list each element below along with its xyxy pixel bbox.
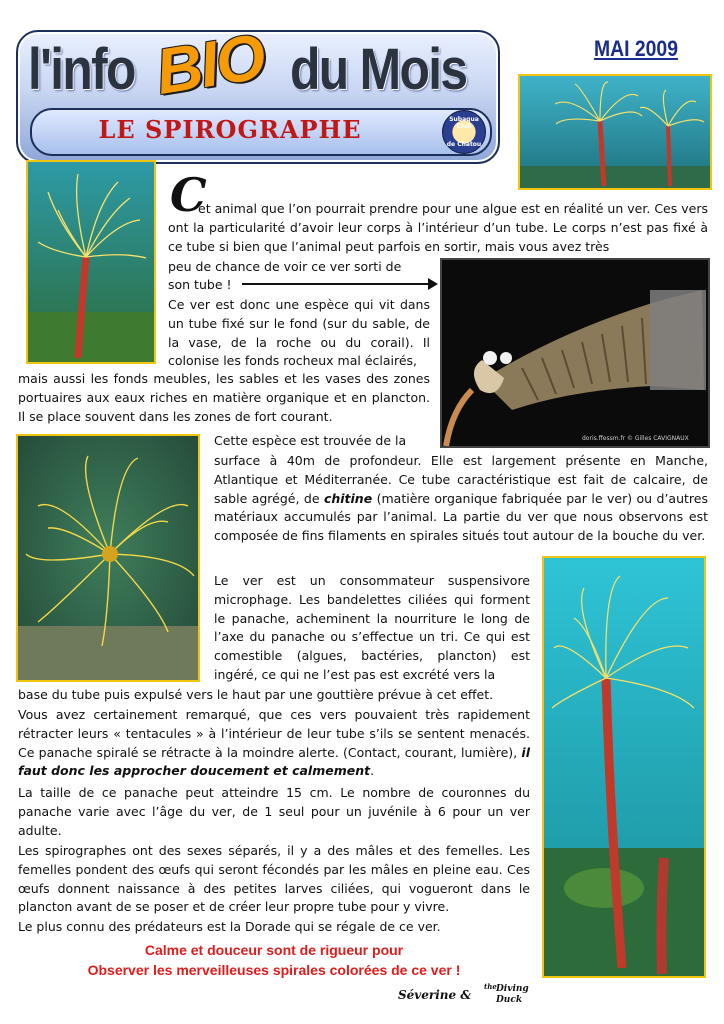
spirograph-tall-photo bbox=[542, 556, 706, 978]
signature-name: Séverine & bbox=[398, 988, 472, 1002]
retraction-emphasis: il faut donc les approcher doucement et calmement bbox=[18, 744, 530, 779]
depth-paragraph-start: Cette espèce est trouvée de la bbox=[214, 433, 407, 448]
pointer-arrow-icon bbox=[428, 278, 438, 290]
depth-text-end: (matière organique fabriquée par le ver) ou d’autres matériaux accumulés par l’animal. La partie du ver que nous observons est composée de fins filaments en spirales situés tout autour de la bouche du ver. bbox=[214, 490, 708, 544]
pointer-arrow-line bbox=[242, 283, 432, 285]
closing-line-1: Calme et douceur sont de rigueur pour bbox=[144, 942, 404, 958]
retraction-end: . bbox=[370, 763, 375, 779]
reproduction-paragraph: Les spirographes ont des sexes séparés, il y a des mâles et des femelles. Les femelles pondent des œufs qui seront fécondés par les mâles en pleine eau. Ces œufs donnent naissance à des petites larves ciliées, qui vogueront dans le plancton avant de se poser et de créer leur propre tube pour y vivre. bbox=[18, 843, 530, 915]
article-subtitle: LE SPIROGRAPHE bbox=[98, 115, 362, 144]
club-logo-text-bottom: de Chatou bbox=[446, 141, 482, 148]
spirograph-closeup-photo bbox=[440, 258, 710, 448]
habitat-paragraph-full: mais aussi les fonds meubles, les sables et les vases des zones portuaires aux eaux riches en matière organique et en plancton. Il se place souvent dans les zones de fort courant. bbox=[18, 371, 430, 424]
retraction-text: Vous avez certainement remarqué, que ces vers pouvaient très rapidement rétracter leurs « tentacules » à l’intérieur de leur tube s’ils se sentent menacés. Ce panache spiralé se rétracte à la moindre alerte. (Contact, courant, lumière), bbox=[18, 707, 530, 760]
diving-duck-brand-bottom: Duck bbox=[496, 995, 523, 1005]
feeding-paragraph: Le ver est un consommateur suspensivore microphage. Les bandelettes ciliées qui forment le panache, acheminent la nourriture le long de l’axe du panache ou s’effectue un tri. Ce qui est comestible (algues, bactéries, plancton) est ingéré, ce qui ne l’est pas est excrété vers la bbox=[214, 573, 530, 682]
intro-text: et animal que l’on pourrait prendre pour une algue est en réalité un ver. Ces vers ont la particularité d’avoir leur corps à l’intérieur d’un tube. Le corps n’est pas fixé à ce tube si bien que l’animal peut parfois en sortir, mais vous avez très bbox=[168, 201, 708, 254]
size-paragraph: La taille de ce panache peut atteindre 15 cm. Le nombre de couronnes du panache varie avec l’âge du ver, de 1 seul pour un juvénile à 6 pour un ver adulte. bbox=[18, 785, 530, 838]
closing-line-2: Observer les merveilleuses spirales colorées de ce ver ! bbox=[87, 962, 461, 978]
diving-duck-brand-top: the bbox=[484, 982, 497, 991]
drop-cap: C bbox=[170, 168, 207, 222]
chitine-term: chitine bbox=[323, 490, 373, 506]
depth-text: surface à 40m de profondeur. Elle est largement présente en Manche, Atlantique et Méditerranée. Ce tube caractéristique est fait de calcaire, de sable agrégé, de bbox=[214, 453, 708, 506]
intro-line-2: peu de chance de voir ce ver sorti de bbox=[168, 259, 402, 274]
title-bio: BIO bbox=[151, 20, 269, 108]
title-left: l'info bbox=[28, 37, 135, 102]
spirograph-photo bbox=[26, 160, 156, 364]
intro-paragraph bbox=[168, 200, 708, 256]
spirograph-pair-photo bbox=[518, 74, 712, 190]
feeding-paragraph-full: base du tube puis expulsé vers le haut par une gouttière prévue à cet effet. bbox=[18, 687, 494, 702]
club-logo-text-top: Subaqua Club bbox=[449, 116, 479, 130]
signature bbox=[398, 984, 538, 1006]
predator-paragraph: Le plus connu des prédateurs est la Dorade qui se régale de ce ver. bbox=[18, 919, 441, 934]
issue-date: MAI 2009 bbox=[594, 36, 678, 61]
photo-credit: doris.ffessm.fr © Gilles CAVIGNAUX bbox=[582, 435, 689, 442]
diving-duck-brand: Diving bbox=[496, 984, 529, 994]
depth-paragraph bbox=[214, 452, 708, 546]
habitat-paragraph: Ce ver est donc une espèce qui vit dans un tube fixé sur le fond (sur du sable, de la vase, de la roche ou du corail). Il colonise les fonds rocheux mal éclairés, bbox=[168, 297, 430, 369]
spirograph-crown-photo bbox=[16, 434, 200, 682]
retraction-paragraph bbox=[18, 706, 530, 781]
club-logo bbox=[442, 110, 486, 154]
intro-line-3: son tube ! bbox=[168, 277, 232, 292]
title-right: du Mois bbox=[290, 37, 467, 102]
